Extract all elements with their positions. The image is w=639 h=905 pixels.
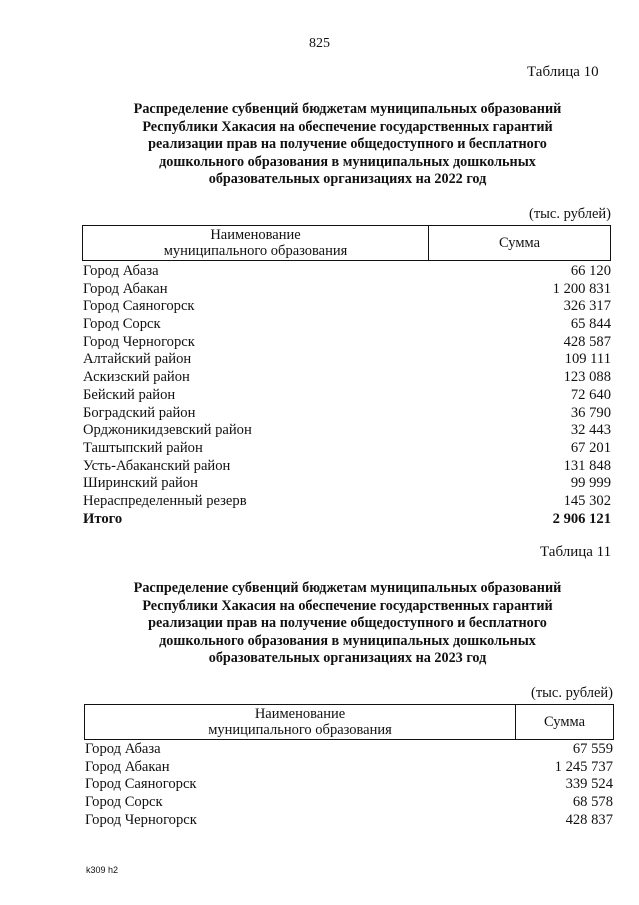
table-row: [83, 405, 611, 423]
row-value: 428 837: [565, 811, 613, 828]
table-row: [83, 351, 611, 369]
table-11-body: [85, 741, 613, 829]
table-10-header: [82, 225, 611, 261]
row-name: Бейский район: [83, 386, 176, 403]
row-name: Орджоникидзевский район: [83, 422, 252, 439]
table-row: [83, 458, 611, 476]
table-11-label: Таблица 11: [540, 544, 612, 560]
header-name-cell: [83, 226, 429, 261]
row-name: Город Саяногорск: [83, 298, 195, 315]
table-row: [83, 422, 611, 440]
row-name: Город Черногорск: [83, 333, 195, 350]
row-value: 72 640: [570, 386, 611, 403]
total-row: [83, 511, 611, 529]
header-sum-cell: Сумма: [429, 226, 611, 261]
footer-code: k309 h2: [86, 865, 119, 875]
row-value: 32 443: [570, 422, 611, 439]
table-10-label: Таблица 10: [527, 64, 599, 80]
row-value: 131 848: [563, 457, 611, 474]
header-name-cell: [85, 705, 516, 740]
row-value: 36 790: [570, 404, 611, 421]
row-value: 1 200 831: [552, 280, 611, 297]
table-row: [85, 812, 613, 830]
header-name-line2: муниципального образования: [208, 722, 392, 738]
table-row: [83, 334, 611, 352]
title-line: Распределение субвенций бюджетам муниципальных образований: [133, 580, 562, 596]
row-name: Город Абакан: [83, 280, 168, 297]
table-11-header: [84, 704, 614, 740]
title-line: Республики Хакасия на обеспечение государственных гарантий: [142, 118, 553, 135]
title-line: дошкольного образования в муниципальных дошкольных: [159, 632, 536, 649]
row-name: Город Сорск: [83, 316, 161, 333]
row-value: 123 088: [563, 369, 611, 386]
table-row: [83, 440, 611, 458]
title-line: дошкольного образования в муниципальных дошкольных: [159, 153, 536, 170]
row-name: Аскизский район: [83, 369, 190, 386]
table-row: [83, 316, 611, 334]
table-row: [83, 281, 611, 299]
title-line: Распределение субвенций бюджетам муниципальных образований: [133, 101, 562, 117]
row-name: Усть-Абаканский район: [83, 457, 231, 474]
row-value: 99 999: [570, 475, 611, 492]
table-10-title: [80, 101, 615, 189]
table-row: [85, 741, 613, 759]
row-name: Ширинский район: [83, 475, 198, 492]
row-name: Нераспределенный резерв: [83, 492, 247, 509]
row-value: 339 524: [565, 776, 613, 793]
row-value: 145 302: [563, 492, 611, 509]
title-line: реализации прав на получение общедоступного и бесплатного: [148, 615, 547, 632]
table-11-units: (тыс. рублей): [531, 685, 613, 701]
row-name: Город Абаза: [85, 741, 161, 757]
title-line: образовательных организациях на 2022 год: [208, 171, 487, 188]
row-name: Боградский район: [83, 404, 196, 421]
row-value: 109 111: [564, 351, 611, 368]
table-row: [83, 475, 611, 493]
header-name-line1: Наименование: [210, 227, 301, 243]
row-name: Город Абакан: [85, 758, 170, 775]
table-row: [85, 759, 613, 777]
row-name: Город Черногорск: [85, 811, 197, 828]
total-label: Итого: [83, 510, 123, 527]
table-row: [83, 263, 611, 281]
row-value: 67 201: [570, 439, 611, 456]
page-number: 825: [309, 36, 330, 51]
title-line: Республики Хакасия на обеспечение государственных гарантий: [142, 597, 553, 614]
table-row: [83, 298, 611, 316]
header-name-line1: Наименование: [254, 706, 346, 722]
row-value: 67 559: [572, 741, 613, 757]
table-10-units: (тыс. рублей): [529, 206, 611, 222]
table-row: [85, 794, 613, 812]
row-value: 428 587: [563, 333, 611, 350]
table-11-title: [80, 580, 615, 668]
row-name: Город Сорск: [85, 794, 163, 811]
table-row: [83, 369, 611, 387]
row-value: 1 245 737: [554, 758, 613, 775]
table-row: [85, 776, 613, 794]
row-name: Таштыпский район: [83, 439, 203, 456]
row-name: Город Абаза: [83, 263, 159, 279]
table-row: [83, 387, 611, 405]
row-value: 68 578: [572, 794, 613, 811]
header-sum-cell: Сумма: [516, 705, 614, 740]
title-line: образовательных организациях на 2023 год: [208, 650, 487, 667]
total-value: 2 906 121: [552, 510, 611, 527]
row-name: Алтайский район: [83, 351, 192, 368]
title-line: реализации прав на получение общедоступного и бесплатного: [148, 136, 547, 153]
row-value: 326 317: [563, 298, 611, 315]
row-value: 65 844: [570, 316, 611, 333]
header-name-line2: муниципального образования: [163, 243, 348, 259]
row-name: Город Саяногорск: [85, 776, 197, 793]
table-row: [83, 493, 611, 511]
table-10-body: [83, 263, 611, 528]
row-value: 66 120: [570, 263, 611, 279]
